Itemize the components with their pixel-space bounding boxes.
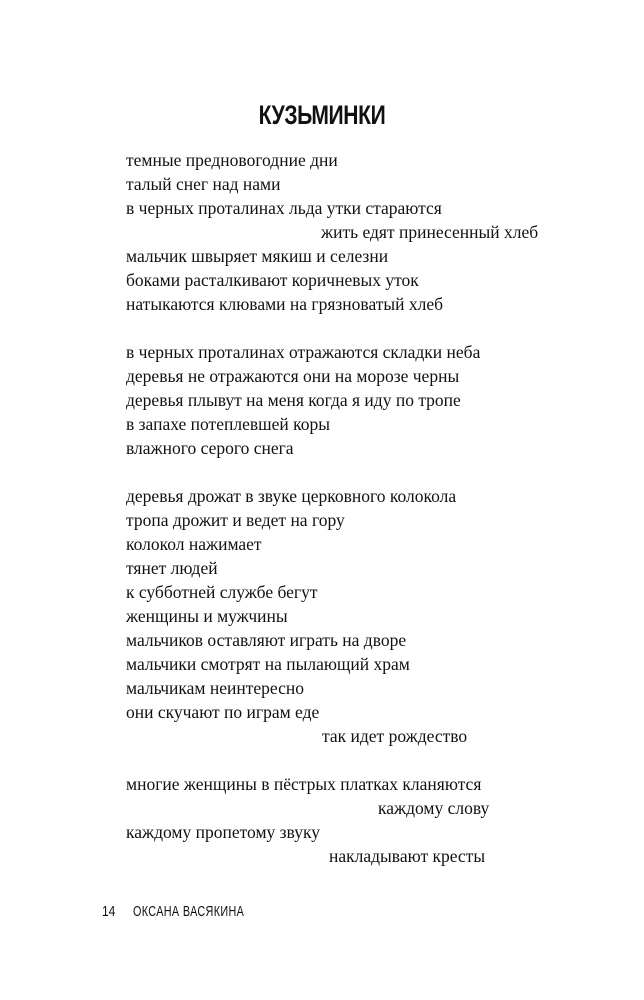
- stanza-break: [126, 316, 596, 340]
- poem-line: деревья не отражаются они на морозе черны: [126, 366, 460, 386]
- poem-line: влажного серого снега: [126, 438, 294, 458]
- poem-line: они скучают по играм еде: [126, 702, 320, 722]
- poem-line: многие женщины в пёстрых платках кланяются: [126, 774, 482, 794]
- poem-line: мальчики смотрят на пылающий храм: [126, 654, 410, 674]
- poem-line: в черных проталинах льда утки стараются: [126, 198, 442, 218]
- poem-line: боками расталкивают коричневых уток: [126, 270, 419, 290]
- stanza-break: [126, 460, 596, 484]
- stanza-break: [126, 748, 596, 772]
- poem-line: в черных проталинах отражаются складки неба: [126, 342, 481, 362]
- poem-line: жить едят принесенный хлеб: [321, 222, 539, 242]
- poem-line: темные предновогодние дни: [126, 150, 338, 170]
- poem-line: мальчиков оставляют играть на дворе: [126, 630, 407, 650]
- poem-line: мальчикам неинтересно: [126, 678, 304, 698]
- poem-title: КУЗЬМИНКИ: [258, 100, 386, 130]
- poem-line: каждому пропетому звуку: [126, 822, 320, 842]
- page-number: 14: [102, 903, 116, 920]
- poem-line: тропа дрожит и ведет на гору: [126, 510, 345, 530]
- poem-line: в запахе потеплевшей коры: [126, 414, 330, 434]
- poem-line: деревья плывут на меня когда я иду по тропе: [126, 390, 461, 410]
- author-name: ОКСАНА ВАСЯКИНА: [132, 903, 245, 920]
- poem-line: накладывают кресты: [329, 846, 486, 866]
- poem-line: мальчик швыряет мякиш и селезни: [126, 246, 389, 266]
- poem-line: тянет людей: [126, 558, 218, 578]
- poem-line: к субботней службе бегут: [126, 582, 318, 602]
- poem-body: [126, 148, 596, 868]
- poem-line: каждому слову: [378, 798, 490, 818]
- poem-line: колокол нажимает: [126, 534, 262, 554]
- poem-line: деревья дрожат в звуке церковного колокола: [126, 486, 457, 506]
- poem-line: так идет рождество: [322, 726, 468, 746]
- poem-line: талый снег над нами: [126, 174, 281, 194]
- poem-line: женщины и мужчины: [126, 606, 288, 626]
- poem-line: натыкаются клювами на грязноватый хлеб: [126, 294, 444, 314]
- page-footer: [102, 903, 287, 920]
